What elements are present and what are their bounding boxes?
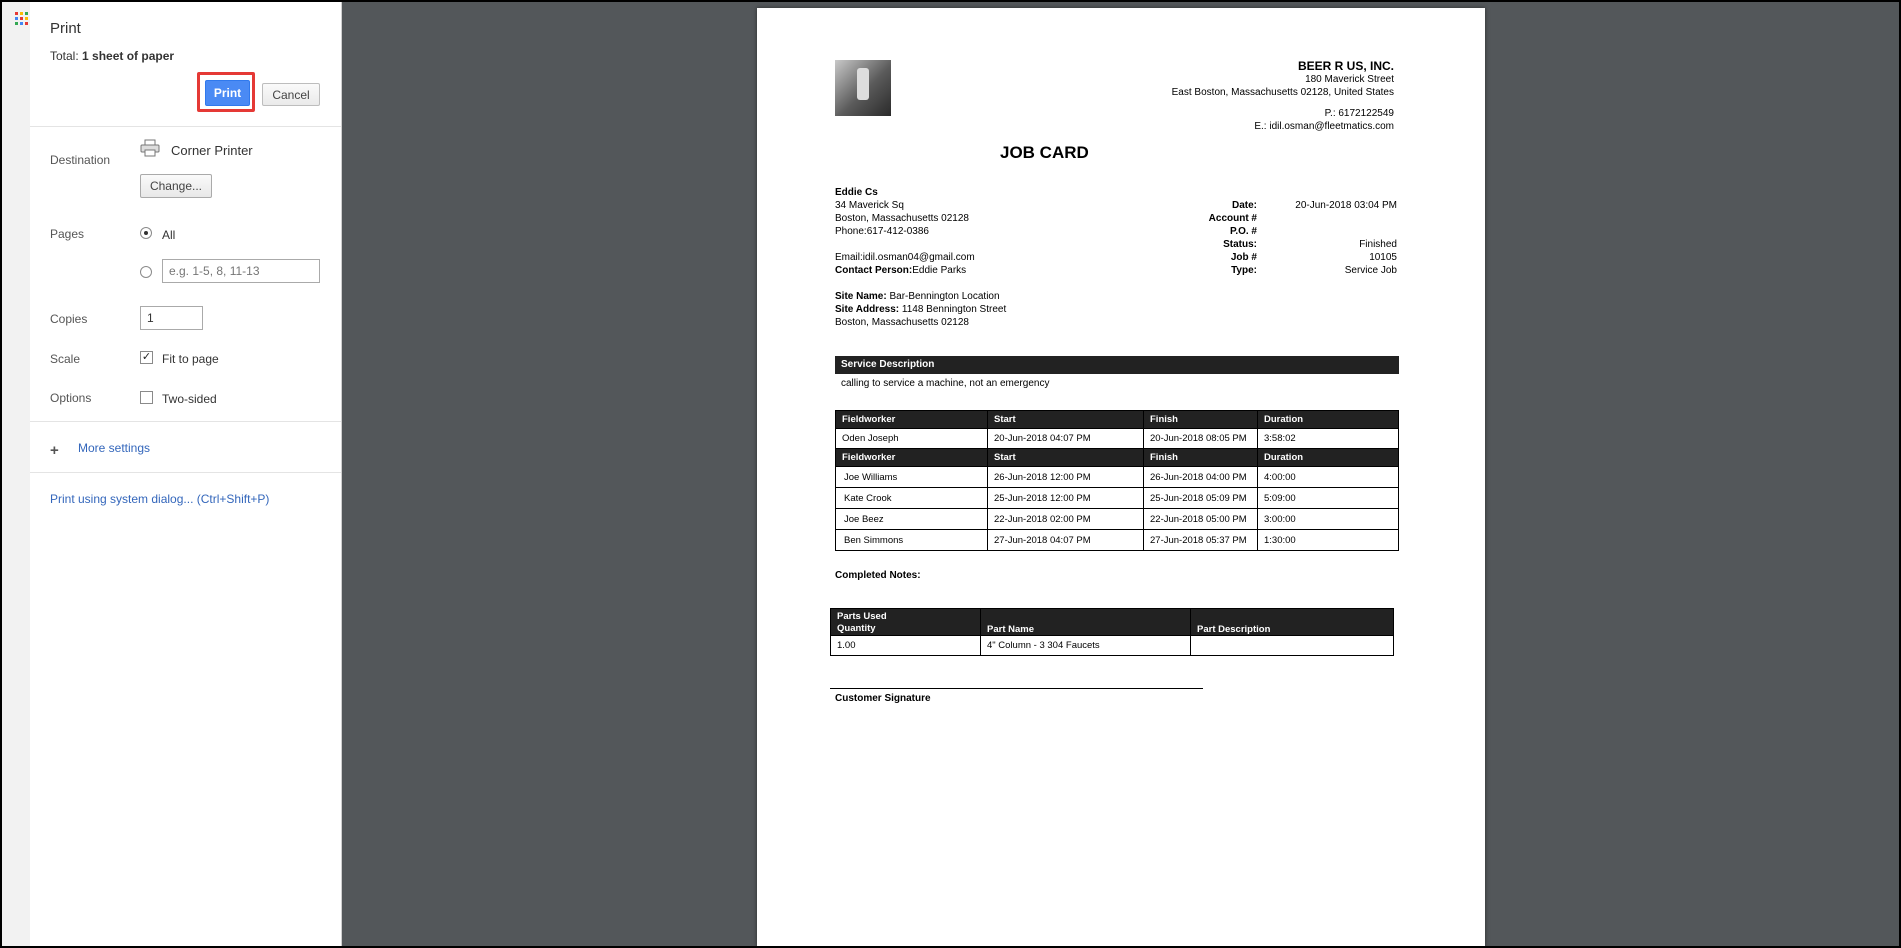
company-city: East Boston, Massachusetts 02128, United States — [1171, 87, 1394, 98]
table-header-row — [836, 411, 1399, 429]
table-row — [836, 429, 1399, 449]
table-cell: 5:09:00 — [1258, 488, 1399, 509]
copies-input[interactable] — [140, 306, 203, 330]
divider — [30, 472, 341, 473]
column-header: Fieldworker — [836, 411, 988, 429]
parts-table — [830, 608, 1394, 656]
site-address-label: Site Address: — [835, 304, 900, 315]
apps-strip — [2, 2, 31, 946]
copies-label: Copies — [50, 312, 88, 326]
print-button[interactable]: Print — [205, 80, 250, 106]
plus-icon[interactable]: + — [50, 442, 59, 459]
cancel-button[interactable]: Cancel — [262, 83, 320, 106]
customer-city: Boston, Massachusetts 02128 — [835, 213, 969, 224]
column-header: Fieldworker — [836, 449, 988, 467]
table-row — [836, 509, 1399, 530]
table-cell — [1191, 636, 1394, 656]
table-row — [836, 467, 1399, 488]
customer-block — [835, 186, 975, 277]
job-info-label: P.O. # — [1229, 226, 1257, 237]
customer-signature-label — [835, 692, 931, 705]
table-cell: 22-Jun-2018 02:00 PM — [988, 509, 1144, 530]
customer-phone: Phone:617-412-0386 — [835, 226, 929, 237]
table-cell: 25-Jun-2018 12:00 PM — [988, 488, 1144, 509]
table-cell: Joe Beez — [836, 509, 988, 530]
table-cell: 1:30:00 — [1258, 530, 1399, 551]
table-cell: 22-Jun-2018 05:00 PM — [1144, 509, 1258, 530]
site-city: Boston, Massachusetts 02128 — [835, 317, 969, 328]
table-row — [836, 530, 1399, 551]
customer-name: Eddie Cs — [835, 187, 878, 198]
completed-notes-label — [835, 569, 921, 582]
column-header: Part Description — [1191, 609, 1394, 636]
customer-email: Email:idil.osman04@gmail.com — [835, 252, 975, 263]
company-block — [1172, 60, 1394, 133]
column-header: Duration — [1258, 411, 1399, 429]
job-card-title: JOB CARD — [1000, 143, 1089, 162]
pages-custom-radio[interactable] — [140, 266, 152, 278]
pages-all-label: All — [162, 228, 176, 242]
column-header: Start — [988, 449, 1144, 467]
table-cell: 4" Column - 3 304 Faucets — [981, 636, 1191, 656]
fit-to-page-label: Fit to page — [162, 352, 219, 366]
table-row — [836, 488, 1399, 509]
pages-custom-input[interactable] — [162, 259, 320, 283]
customer-signature-text: Customer Signature — [835, 693, 931, 704]
printer-icon — [140, 139, 160, 157]
parts-used-label: Parts Used — [837, 611, 887, 622]
signature-line — [830, 688, 1203, 689]
column-header: Duration — [1258, 449, 1399, 467]
total-label: Total: — [50, 49, 79, 63]
company-logo — [835, 60, 891, 116]
pages-all-radio[interactable] — [140, 227, 152, 239]
job-info-label: Job # — [1230, 252, 1257, 263]
table-cell: 26-Jun-2018 04:00 PM — [1144, 467, 1258, 488]
table-cell: 27-Jun-2018 04:07 PM — [988, 530, 1144, 551]
quantity-header: Quantity — [837, 623, 876, 634]
table-row — [831, 636, 1394, 656]
table-cell: Joe Williams — [836, 467, 988, 488]
company-street: 180 Maverick Street — [1305, 74, 1394, 85]
print-preview-area — [342, 2, 1899, 946]
apps-grid-icon[interactable] — [15, 12, 28, 25]
site-name-value: Bar-Bennington Location — [889, 291, 1000, 302]
table-cell: 26-Jun-2018 12:00 PM — [988, 467, 1144, 488]
job-info-label: Date: — [1231, 200, 1257, 211]
system-dialog-link[interactable]: Print using system dialog... (Ctrl+Shift+P) — [50, 492, 270, 506]
print-settings-panel — [30, 2, 342, 946]
completed-notes-text: Completed Notes: — [835, 570, 921, 581]
two-sided-checkbox[interactable] — [140, 391, 153, 404]
table-cell: Kate Crook — [836, 488, 988, 509]
job-info-label: Type: — [1231, 265, 1257, 276]
contact-value: Eddie Parks — [912, 265, 967, 276]
contact-label: Contact Person: — [835, 265, 913, 276]
table-cell: 20-Jun-2018 08:05 PM — [1144, 429, 1258, 449]
customer-street: 34 Maverick Sq — [835, 200, 904, 211]
change-destination-button[interactable]: Change... — [140, 174, 212, 198]
job-info-block — [1197, 199, 1397, 277]
site-address-value: 1148 Bennington Street — [901, 304, 1007, 315]
table-cell: Ben Simmons — [836, 530, 988, 551]
service-description-header: Service Description — [835, 356, 1399, 374]
column-header: Part Name — [981, 609, 1191, 636]
table-cell: 4:00:00 — [1258, 467, 1399, 488]
job-info-label: Account # — [1208, 213, 1257, 224]
table-cell: 3:00:00 — [1258, 509, 1399, 530]
site-name-label: Site Name: — [835, 291, 887, 302]
company-email: E.: idil.osman@fleetmatics.com — [1254, 121, 1394, 132]
column-header: Finish — [1144, 411, 1258, 429]
table-cell: 1.00 — [831, 636, 981, 656]
divider — [30, 126, 341, 127]
column-header: Start — [988, 411, 1144, 429]
two-sided-label: Two-sided — [162, 392, 217, 406]
site-block — [835, 290, 1006, 329]
table-cell: 3:58:02 — [1258, 429, 1399, 449]
options-label: Options — [50, 391, 92, 405]
sheet-total — [50, 49, 174, 63]
preview-page — [757, 8, 1485, 946]
table-cell: 20-Jun-2018 04:07 PM — [988, 429, 1144, 449]
job-info-value: 20-Jun-2018 03:04 PM — [1295, 200, 1397, 211]
fit-to-page-checkbox[interactable]: ✓ — [141, 351, 152, 363]
destination-printer: Corner Printer — [171, 143, 253, 158]
company-name: BEER R US, INC. — [1297, 59, 1394, 73]
table-header-row — [831, 609, 1394, 636]
column-header: Finish — [1144, 449, 1258, 467]
service-description-text: calling to service a machine, not an emergency — [841, 378, 1050, 389]
fieldworker-table — [835, 410, 1399, 551]
table-cell: Oden Joseph — [836, 429, 988, 449]
table-cell: 25-Jun-2018 05:09 PM — [1144, 488, 1258, 509]
scale-label: Scale — [50, 352, 81, 366]
company-phone: P.: 6172122549 — [1324, 108, 1394, 119]
destination-label: Destination — [50, 153, 111, 167]
job-info-value: 10105 — [1369, 252, 1397, 263]
job-info-value: Finished — [1359, 239, 1397, 250]
divider — [30, 421, 341, 422]
job-info-label: Status: — [1223, 239, 1257, 250]
table-cell: 27-Jun-2018 05:37 PM — [1144, 530, 1258, 551]
pages-label: Pages — [50, 227, 85, 241]
total-value: 1 sheet of paper — [82, 49, 175, 63]
more-settings-link[interactable]: More settings — [78, 441, 151, 455]
table-header-row — [836, 449, 1399, 467]
column-header — [831, 609, 981, 636]
dialog-title: Print — [50, 20, 81, 37]
print-window — [2, 2, 1899, 946]
job-info-value: Service Job — [1344, 265, 1397, 276]
